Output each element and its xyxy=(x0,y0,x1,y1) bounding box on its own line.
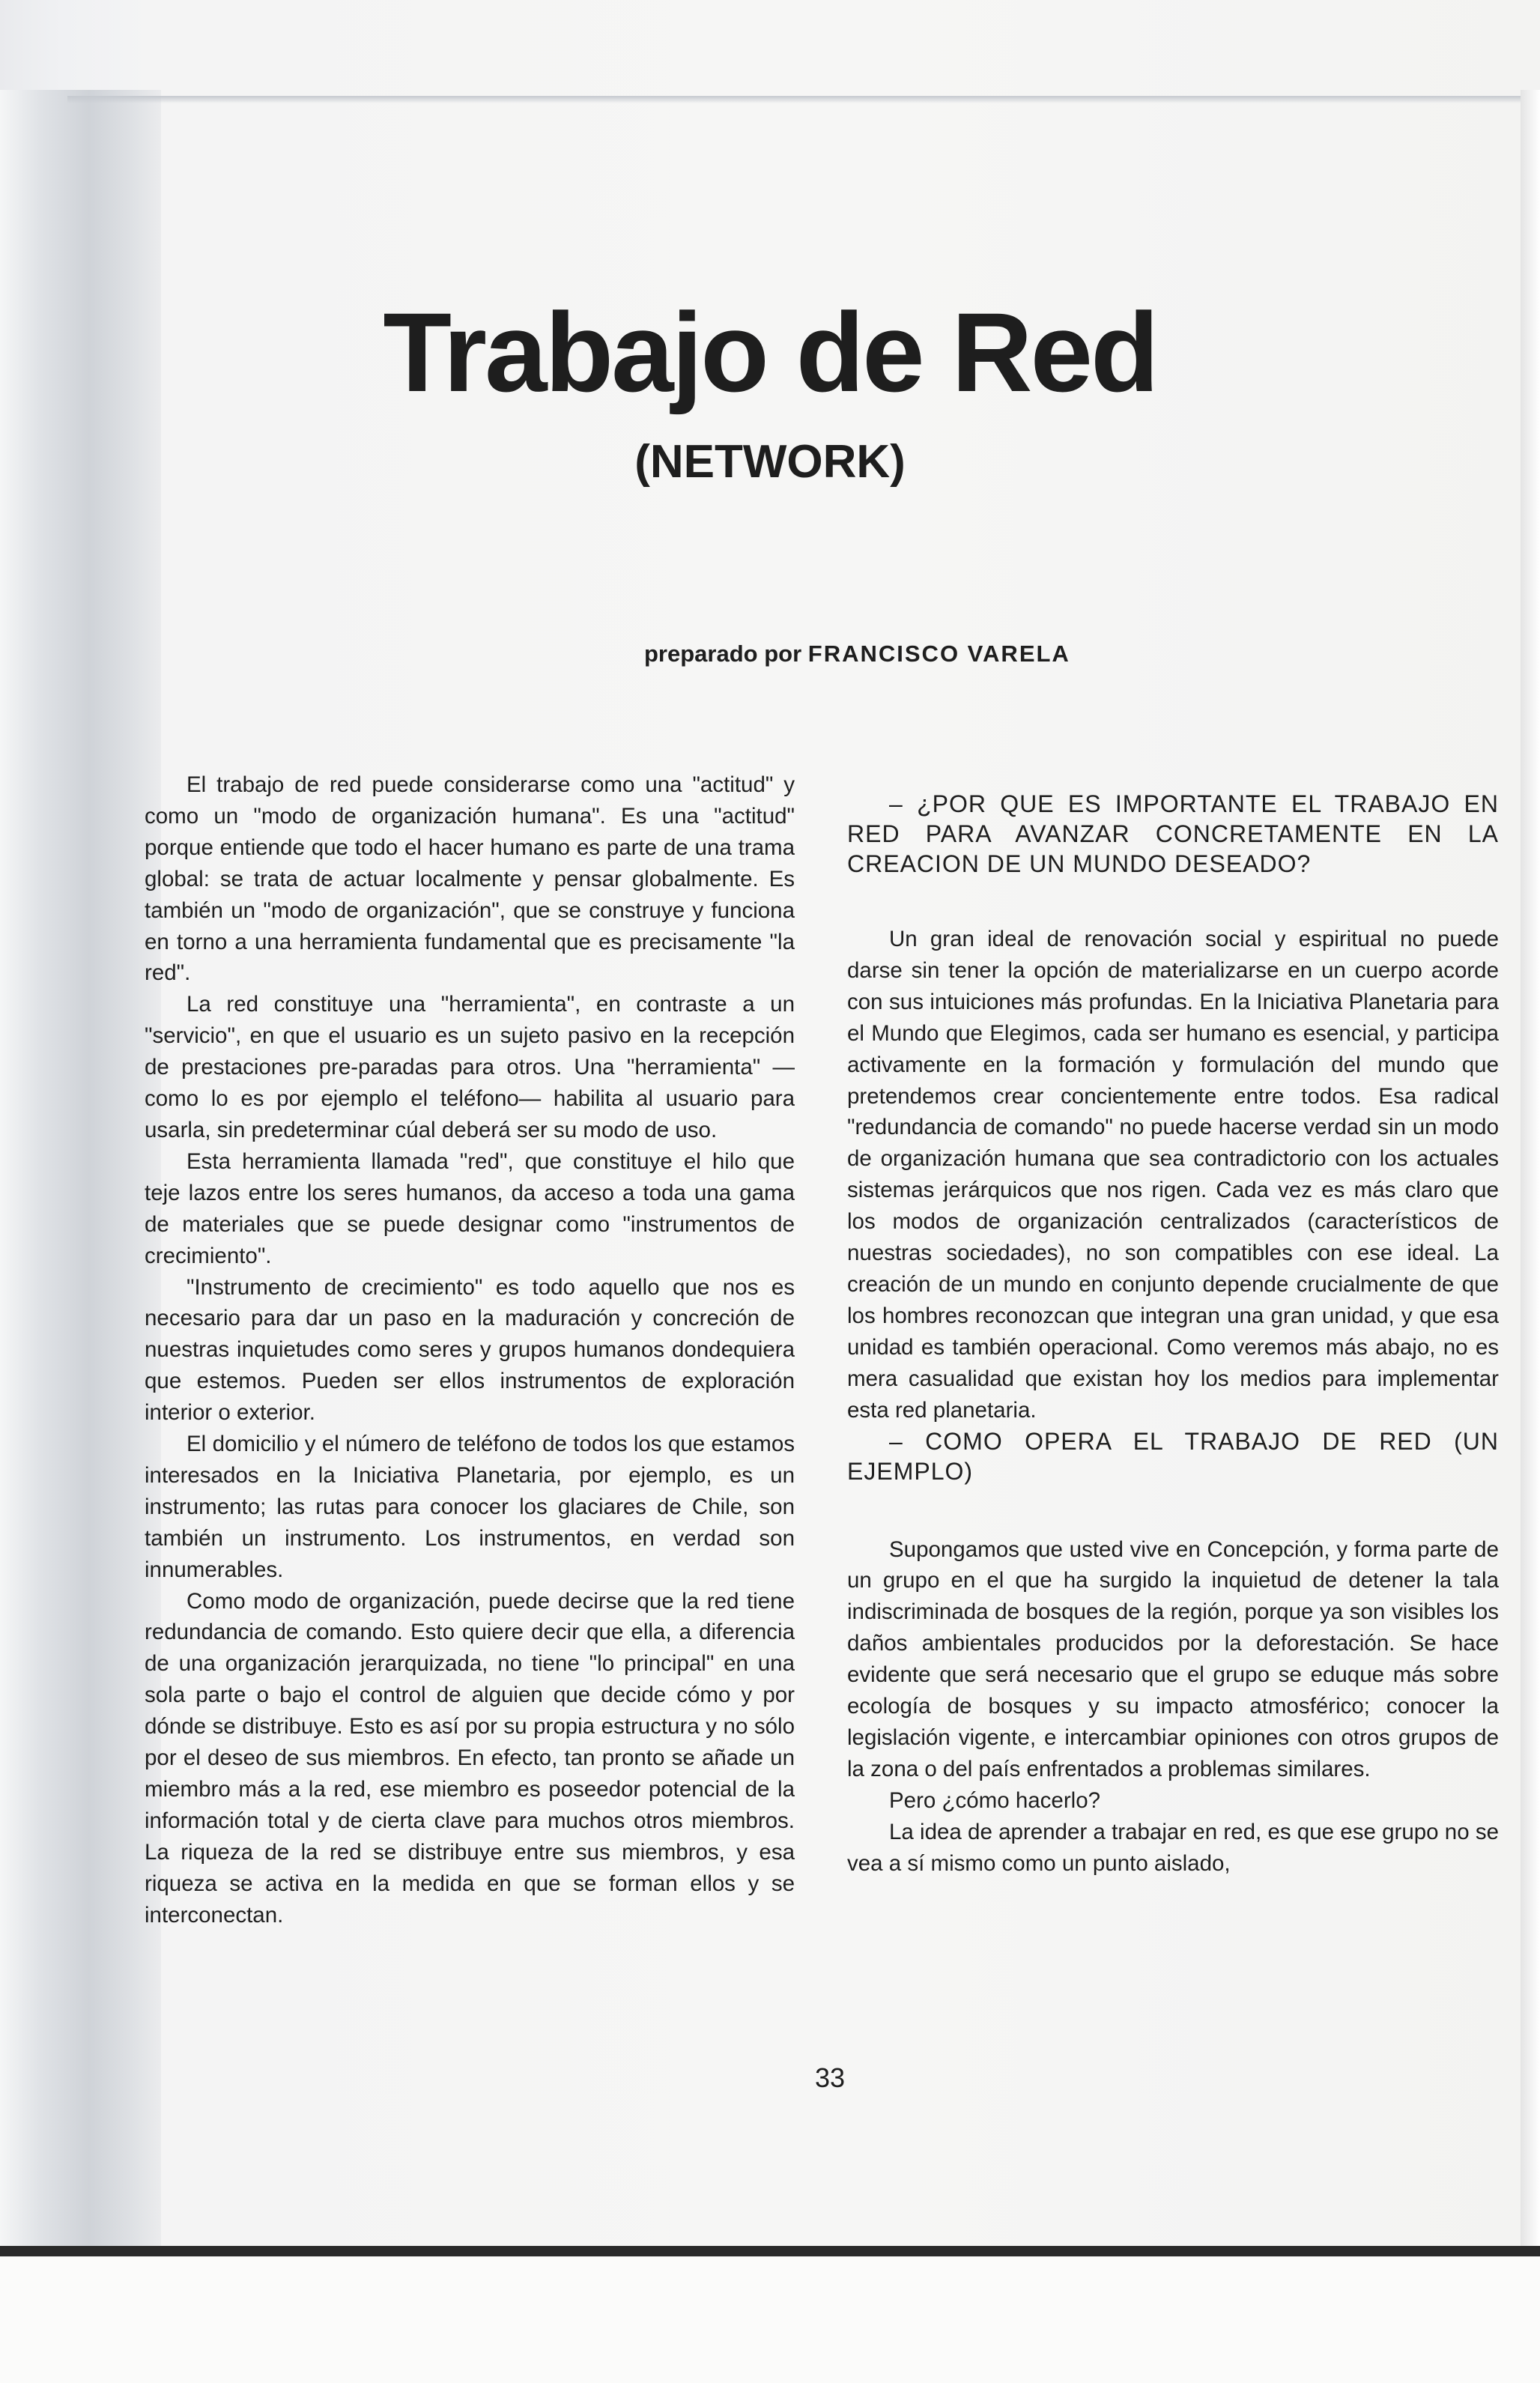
paragraph: La idea de aprender a trabajar en red, es que ese grupo no se vea a sí mismo como un punto aislado, xyxy=(847,1819,1499,1876)
section-heading: – ¿POR QUE ES IMPORTANTE EL TRABAJO EN RED PARA AVANZAR CONCRETAMENTE EN LA CREACION DE UN MUNDO DESEADO? xyxy=(847,790,1499,877)
paragraph: Esta herramienta llamada "red", que constituye el hilo que teje lazos entre los seres humanos, da acceso a toda una gama de materiales que se puede designar como "instrumentos de crecimiento". xyxy=(145,1148,795,1268)
byline-prefix: preparado por xyxy=(644,641,802,667)
left-column xyxy=(145,769,795,1931)
paragraph: Pero ¿cómo hacerlo? xyxy=(889,1787,1101,1813)
paragraph: "Instrumento de crecimiento" es todo aquello que nos es necesario para dar un paso en la maduración y concreción de nuestras inquietudes como seres y grupos humanos dondequiera que estemos. Pueden ser ellos instrumentos de exploración interior o exterior. xyxy=(145,1274,795,1426)
section-heading: – COMO OPERA EL TRABAJO DE RED (UN EJEMPLO) xyxy=(847,1427,1499,1485)
page-number: 33 xyxy=(814,2062,846,2093)
paragraph: La red constituye una "herramienta", en contraste a un "servicio", en que el usuario es un sujeto pasivo en la recepción de prestaciones pre-paradas para otros. Una "herramienta" —como lo es por ejemplo el teléfono— habilita al usuario para usarla, sin predeterminar cúal deberá ser su modo de uso. xyxy=(145,992,795,1142)
binding-shadow xyxy=(0,90,161,2247)
page-bottom-edge xyxy=(0,2246,1540,2256)
paragraph: Supongamos que usted vive en Concepción, y forma parte de un grupo en el que ha surgido la inquietud de detener la tala indiscriminada de bosques de la región, porque ya son visibles los daños ambientales producidos por la deforestación. Se hace evidente que será necesario que el grupo se eduque más sobre ecología de bosques y su impacto atmosférico; conocer la legislación vigente, e intercambiar opiniones con otros grupos de la zona o del país enfrentados a problemas similares. xyxy=(847,1536,1499,1781)
page-top-edge xyxy=(67,96,1521,103)
page-right-edge xyxy=(1521,90,1540,2247)
paragraph: Como modo de organización, puede decirse que la red tiene redundancia de comando. Esto quiere decir que ella, a diferencia de una organización jerarquizada, no tiene "lo principal" en una sola parte o bajo el control de alguien que decide cómo y por dónde se distribuye. Esto es así por su propia estructura y no sólo por el deseo de sus miembros. En efecto, tan pronto se añade un miembro más a la red, ese miembro es poseedor potencial de la información total y de cierta clave para muchos otros miembros. La riqueza de la red se distribuye entre sus miembros, y esa riqueza se activa en la medida en que se forman ellos y se interconectan. xyxy=(145,1588,795,1928)
article-subtitle: (NETWORK) xyxy=(634,436,906,488)
author-name: FRANCISCO VARELA xyxy=(807,641,1070,667)
right-column xyxy=(847,789,1499,1879)
paragraph: Un gran ideal de renovación social y espiritual no puede darse sin tener la opción de materializarse en un cuerpo acorde con sus intuiciones más profundas. En la Iniciativa Planetaria para el Mundo que Elegimos, cada ser humano es esencial, y participa activamente en la formación y formulación del mundo que pretendemos crear concientemente entre todos. Esa radical "redundancia de comando" no puede hacerse verdad sin un modo de organización humana que sea contradictorio con los actuales sistemas jerárquicos que nos rigen. Cada vez es más claro que los modos de organización centralizados (característicos de nuestras sociedades), no son compatibles con ese ideal. La creación de un mundo en conjunto depende crucialmente de que los hombres reconozcan que integran una gran unidad, y que esa unidad es también operacional. Como veremos más abajo, no es mera casualidad que existan hoy los medios para implementar esta red planetaria. xyxy=(847,927,1499,1423)
paragraph: El domicilio y el número de teléfono de todos los que estamos interesados en la Iniciativa Planetaria, por ejemplo, es un instrumento; las rutas para conocer los glaciares de Chile, son también un instrumento. Los instrumentos, en verdad son innumerables. xyxy=(145,1432,795,1582)
byline xyxy=(644,639,1318,669)
scan-margin xyxy=(0,2256,1540,2383)
article-title: Trabajo de Red xyxy=(383,289,1157,415)
paragraph: El trabajo de red puede considerarse como una "actitud" y como un "modo de organización humana". Es una "actitud" porque entiende que todo el hacer humano es parte de una trama global: se trata de actuar localmente y pensar globalmente. Es también un "modo de organización", que se construye y funciona en torno a una herramienta fundamental que es precisamente "la red". xyxy=(145,772,795,986)
